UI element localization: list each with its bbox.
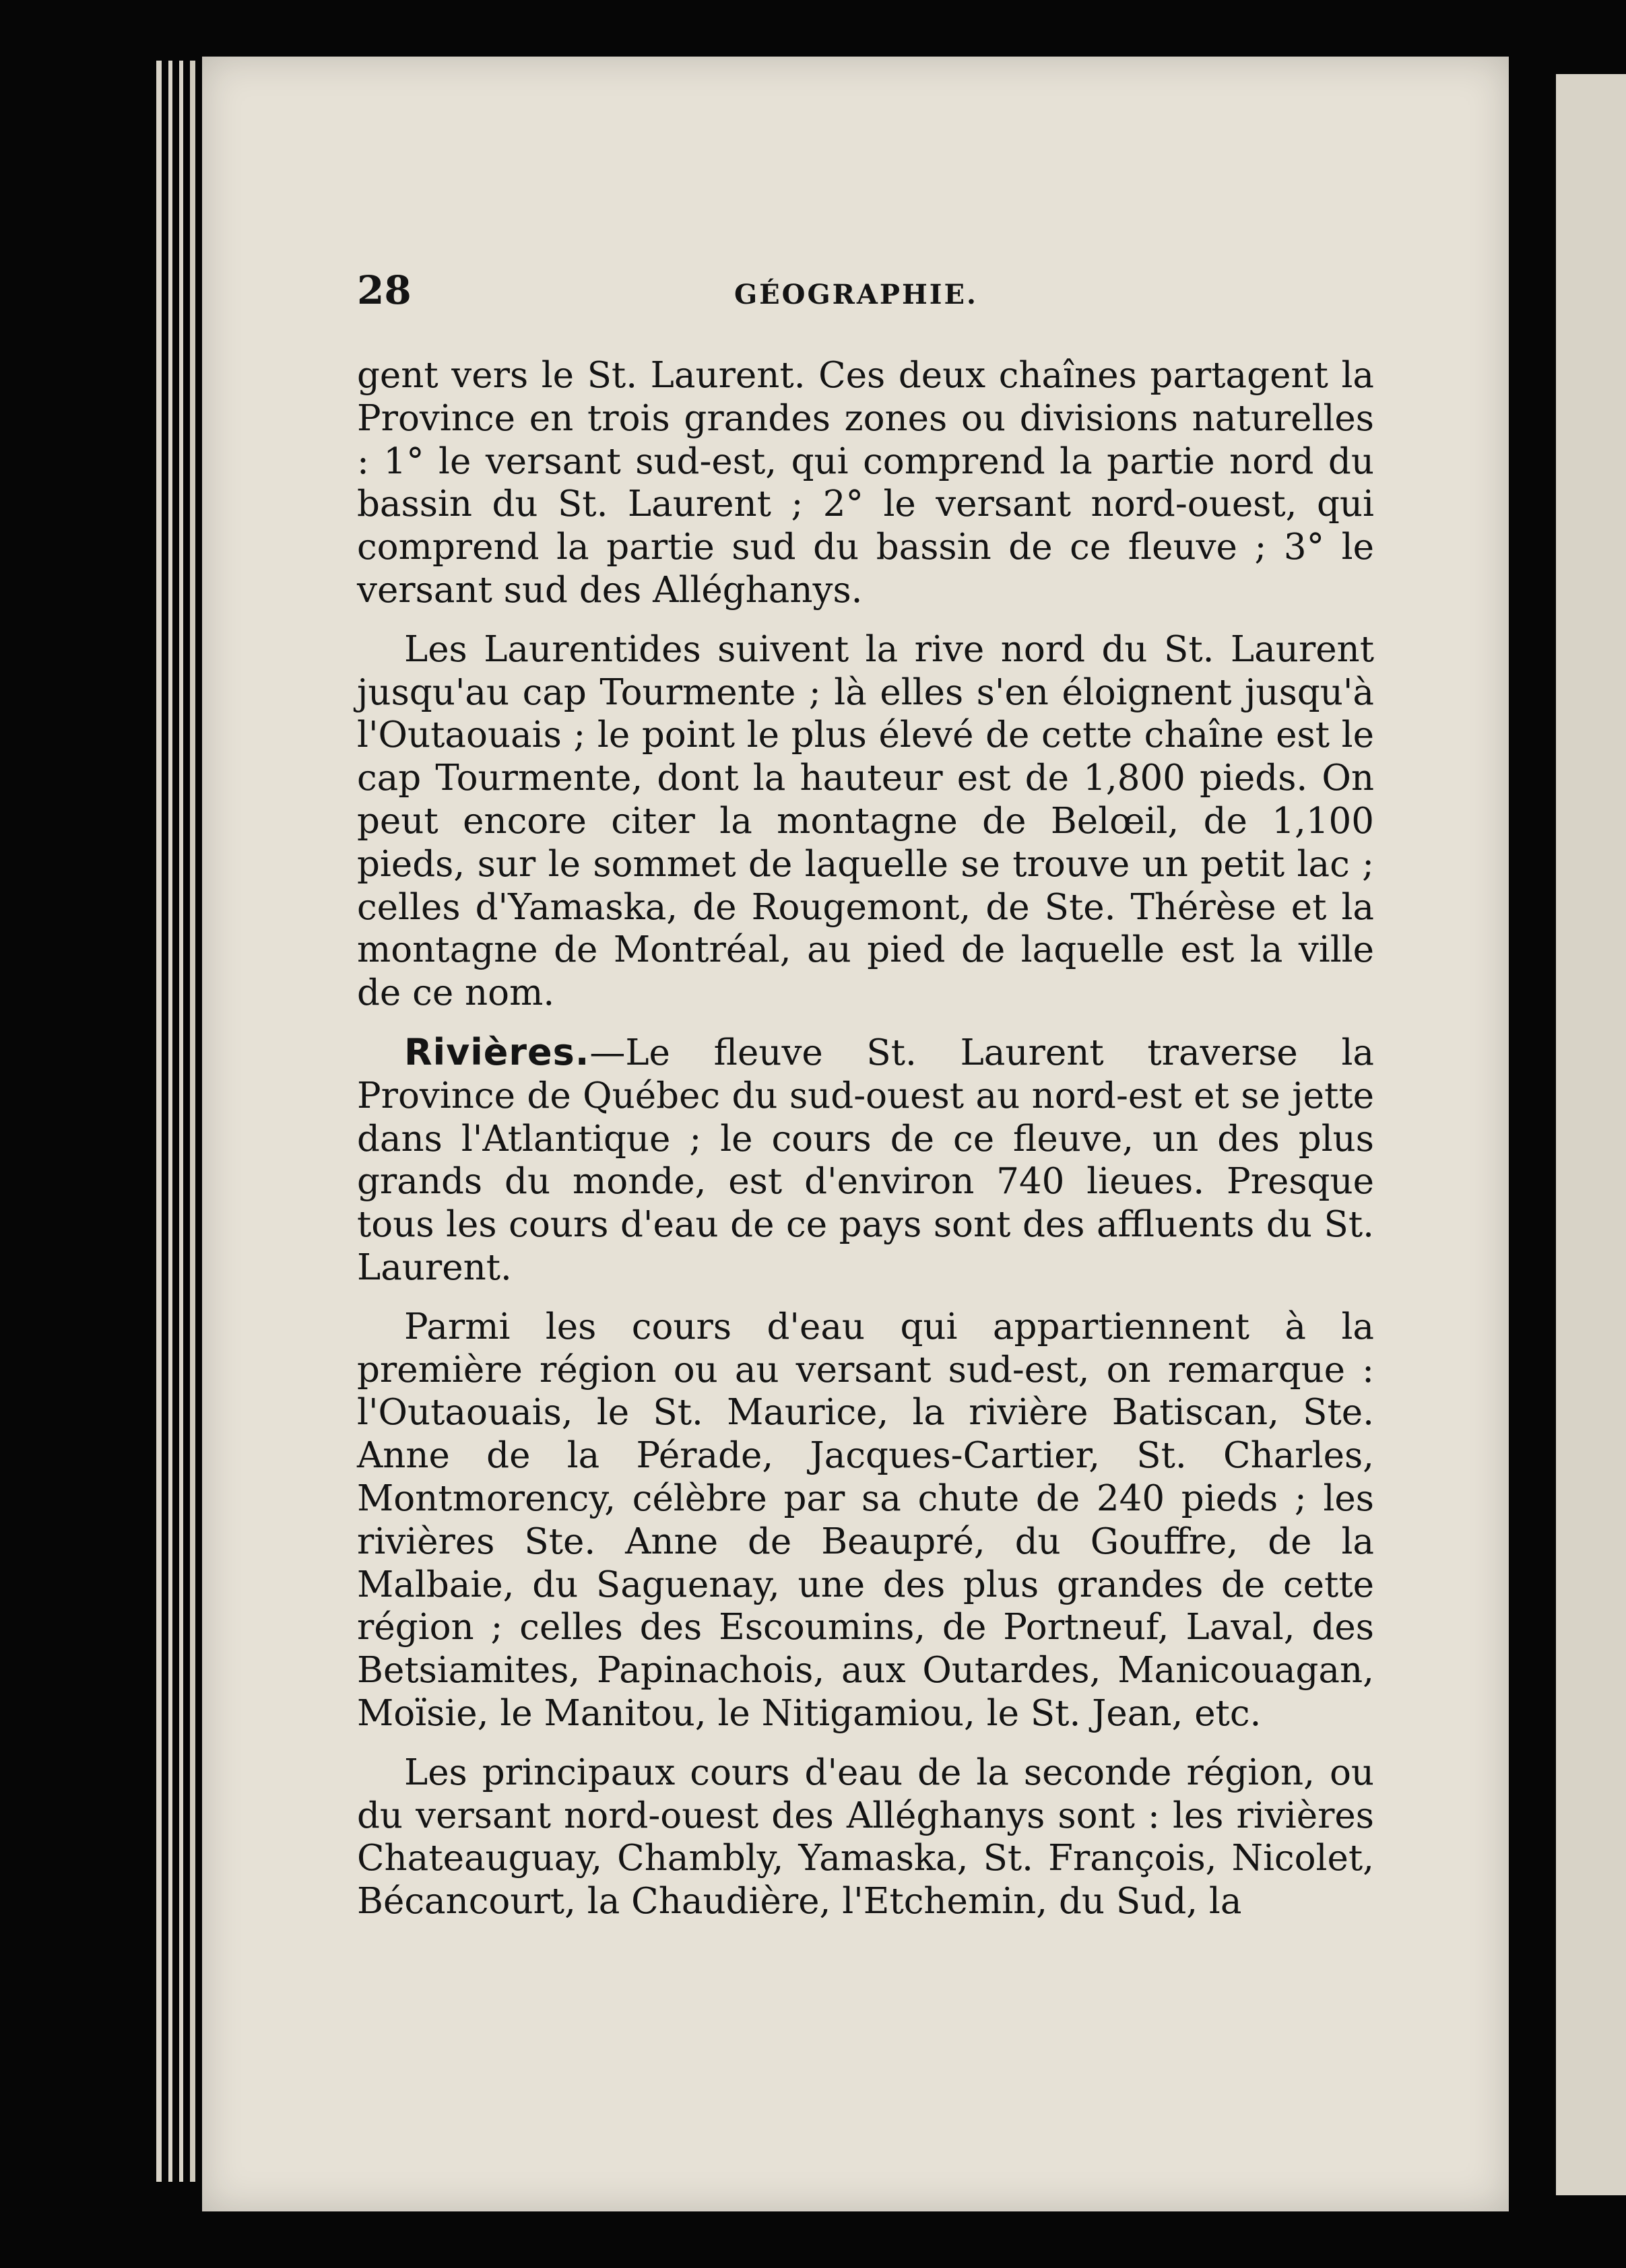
- page-header: [357, 269, 1374, 318]
- paragraph-text: Parmi les cours d'eau qui appartiennent à la première région ou au versant sud-est, on remarque : l'Outaouais, le St. Maurice, la rivière Batiscan, Ste. Anne de la Pérade, Jacques-Cartier, St. Charles, Montmorency, célèbre par sa chute de 240 pieds ; les rivières Ste. Anne de Beaupré, du Gouffre, de la Malbaie, du Saguenay, une des plus grandes de cette région ; celles des Escoumins, de Portneuf, Laval, des Betsiamites, Papinachois, aux Outardes, Manicouagan, Moïsie, le Manitou, le Nitigamiou, le St. Jean, etc.: [357, 1306, 1374, 1734]
- paragraph-premiere-region: [357, 1306, 1374, 1735]
- page-edge: [179, 61, 183, 2182]
- facing-page-edge: [1556, 74, 1626, 2195]
- paragraph-text: —Le fleuve St. Laurent traverse la Province de Québec du sud-ouest au nord-est et se jette dans l'Atlantique ; le cours de ce fleuve, un des plus grands du monde, est d'environ 740 lieues. Presque tous les cours d'eau de ce pays sont des affluents du St. Laurent.: [357, 1032, 1374, 1288]
- running-head: GÉOGRAPHIE.: [734, 279, 978, 310]
- paragraph-text: Les Laurentides suivent la rive nord du St. Laurent jusqu'au cap Tourmente ; là elles s'en éloignent jusqu'à l'Outaouais ; le point le plus élevé de cette chaîne est le cap Tourmente, dont la hauteur est de 1,800 pieds. On peut encore citer la montagne de Belœil, de 1,100 pieds, sur le sommet de laquelle se trouve un petit lac ; celles d'Yamaska, de Rougemont, de Ste. Thérèse et la montagne de Montréal, au pied de laquelle est la ville de ce nom.: [357, 628, 1374, 1014]
- paragraph-seconde-region: [357, 1752, 1374, 1923]
- page-text-block: [357, 269, 1374, 1939]
- page-edge: [156, 61, 162, 2182]
- paragraph-laurentides: [357, 628, 1374, 1015]
- page-edge: [190, 61, 195, 2182]
- paragraph-rivieres: [357, 1031, 1374, 1290]
- paragraph-continuation: [357, 354, 1374, 612]
- page-number: 28: [357, 267, 412, 313]
- paragraph-text: gent vers le St. Laurent. Ces deux chaînes partagent la Province en trois grandes zones ou divisions naturelles : 1° le versant sud-est, qui comprend la partie nord du bassin du St. Laurent ; 2° le versant nord-ouest, qui comprend la partie sud du bassin de ce fleuve ; 3° le versant sud des Alléghanys.: [357, 355, 1374, 611]
- section-heading: Rivières.: [404, 1030, 590, 1073]
- paragraph-text: Les principaux cours d'eau de la seconde région, ou du versant nord-ouest des Alléghanys sont : les rivières Chateauguay, Chambly, Yamaska, St. François, Nicolet, Bécancourt, la Chaudière, l'Etchemin, du Sud, la: [357, 1752, 1374, 1923]
- page-edge: [168, 61, 172, 2182]
